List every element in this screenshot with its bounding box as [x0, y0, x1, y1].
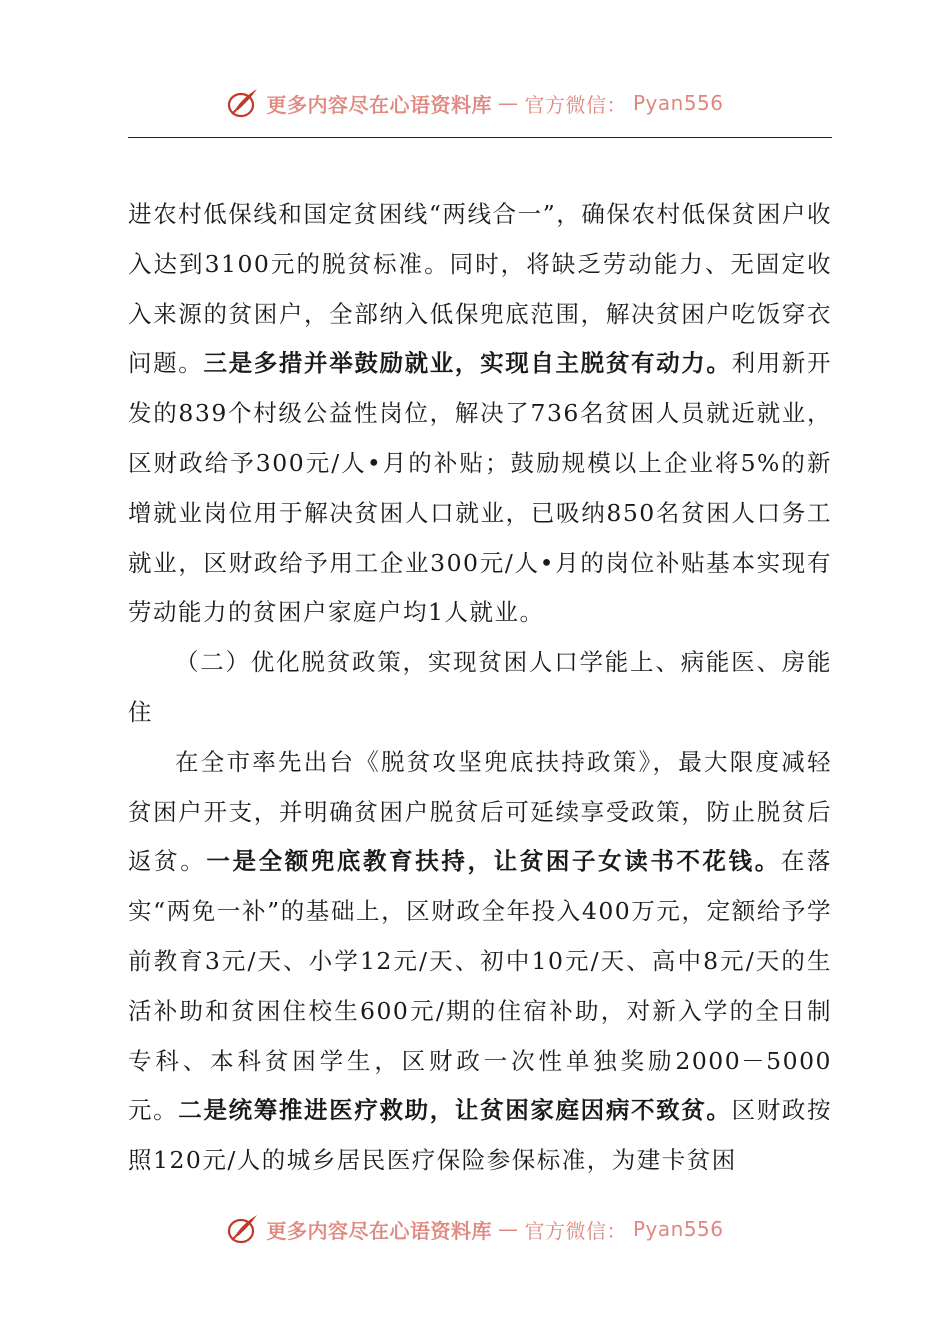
- document-body: [128, 190, 832, 1186]
- paragraph-3: [128, 738, 832, 1186]
- paragraph-3-bold-heading-1: 一是全额兜底教育扶持，让贫困子女读书不花钱。: [206, 847, 781, 876]
- footer-wechat-label: 官方微信：: [524, 1218, 627, 1243]
- paragraph-1: [128, 190, 832, 638]
- footer-separator: —: [497, 1217, 519, 1241]
- paragraph-1-text: 进农村低保线和国定贫困线“两线合一”，确保农村低保贫困户收入达到3100元的脱贫标准。同时，将缺乏劳动能力、无固定收入来源的贫困户，全部纳入低保兜底范围，解决贫困户吃饭穿衣问题。: [128, 200, 832, 378]
- header-wechat-label: 官方微信：: [524, 92, 627, 117]
- page-header: [0, 83, 950, 123]
- paragraph-1-text-cont: 利用新开发的839个村级公益性岗位，解决了736名贫困人员就近就业，区财政给予300元/人•月的补贴；鼓励规模以上企业将5%的新增就业岗位用于解决贫困人口就业，已吸纳850名贫困人口务工就业，区财政给予用工企业300元/人•月的岗位补贴基本实现有劳动能力的贫困户家庭户均1人就业。: [128, 349, 833, 627]
- header-divider: [128, 137, 832, 138]
- header-brand-text: 更多内容尽在心语资料库: [266, 92, 492, 117]
- page-footer: [0, 1209, 950, 1249]
- paragraph-3-text-end: 区财政按照120元/人的城乡居民医疗保险参保标准，为建卡贫困: [128, 1096, 833, 1175]
- footer-banner: [226, 1212, 723, 1246]
- quill-logo-icon: [226, 1212, 260, 1246]
- paragraph-3-text-cont: 在落实“两免一补”的基础上，区财政全年投入400万元，定额给予学前教育3元/天、小学12元/天、初中10元/天、高中8元/天的生活补助和贫困住校生600元/期的住宿补助，对新入学的全日制专科、本科贫困学生，区财政一次性单独奖励2000－5000元。: [128, 847, 833, 1125]
- paragraph-3-bold-heading-2: 二是统筹推进医疗救助，让贫困家庭因病不致贫。: [178, 1096, 732, 1125]
- footer-brand-text: 更多内容尽在心语资料库: [266, 1218, 492, 1243]
- footer-wechat-id: Pyan556: [632, 1217, 724, 1241]
- paragraph-3-text: 在全市率先出台《脱贫攻坚兜底扶持政策》，最大限度减轻贫困户开支，并明确贫困户脱贫后可延续享受政策，防止脱贫后返贫。: [128, 747, 832, 876]
- header-banner: [226, 86, 723, 120]
- paragraph-1-bold-heading: 三是多措并举鼓励就业，实现自主脱贫有动力。: [203, 349, 732, 378]
- quill-logo-icon: [226, 86, 260, 120]
- header-separator: —: [497, 91, 519, 115]
- header-wechat-id: Pyan556: [632, 91, 724, 115]
- section-heading-2: （二）优化脱贫政策，实现贫困人口学能上、病能医、房能住: [128, 648, 832, 726]
